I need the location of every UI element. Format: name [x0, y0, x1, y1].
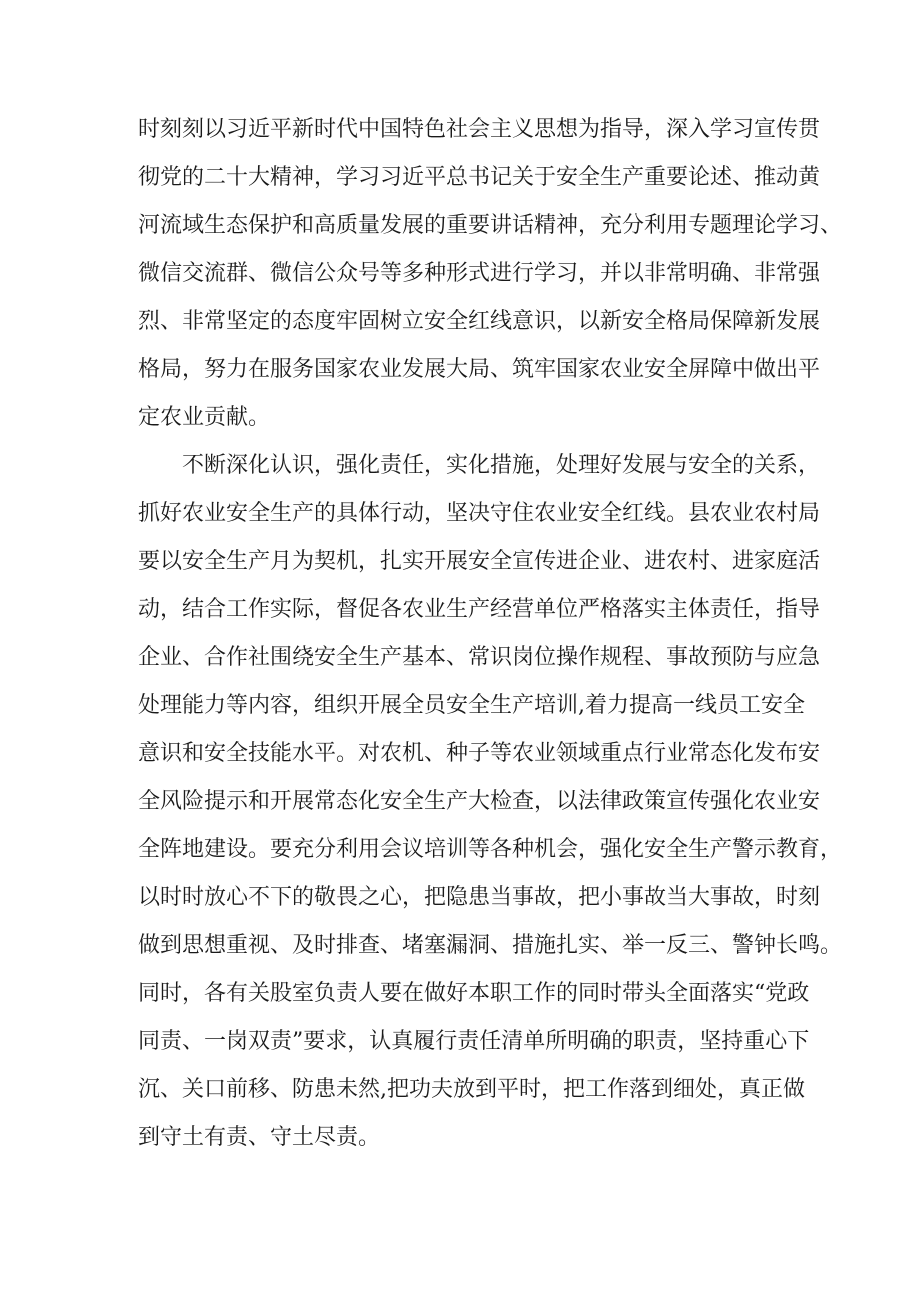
- paragraph-line: 不断深化认识，强化责任，实化措施，处理好发展与安全的关系，: [182, 453, 821, 478]
- paragraph-line: 时刻刻以习近平新时代中国特色社会主义思想为指导，深入学习宣传贯: [138, 117, 821, 142]
- paragraph-line: 格局，努力在服务国家农业发展大局、筑牢国家农业安全屏障中做出平: [138, 357, 821, 382]
- paragraph-line: 彻党的二十大精神，学习习近平总书记关于安全生产重要论述、推动黄: [138, 165, 821, 190]
- paragraph-1: [138, 106, 843, 442]
- paragraph-line: 以时时放心不下的敬畏之心，把隐患当事故，把小事故当大事故，时刻: [138, 885, 821, 910]
- paragraph-line: 企业、合作社围绕安全生产基本、常识岗位操作规程、事故预防与应急: [138, 645, 821, 670]
- paragraph-line: 抓好农业安全生产的具体行动，坚决守住农业安全红线。县农业农村局: [138, 501, 821, 526]
- paragraph-line: 到守土有责、守土尽责。: [138, 1125, 381, 1150]
- paragraph-line: 同责、一岗双责”要求，认真履行责任清单所明确的职责，坚持重心下: [138, 1029, 810, 1054]
- paragraph-line: 要以安全生产月为契机，扎实开展安全宣传进企业、进农村、进家庭活: [138, 549, 821, 574]
- paragraph-line: 动，结合工作实际，督促各农业生产经营单位严格落实主体责任，指导: [138, 597, 821, 622]
- paragraph-line: 全风险提示和开展常态化安全生产大检查，以法律政策宣传强化农业安: [138, 789, 821, 814]
- paragraph-line: 意识和安全技能水平。对农机、种子等农业领域重点行业常态化发布安: [138, 741, 821, 766]
- paragraph-line: 烈、非常坚定的态度牢固树立安全红线意识，以新安全格局保障新发展: [138, 309, 821, 334]
- paragraph-line: 定农业贡献。: [138, 405, 271, 430]
- paragraph-line: 河流域生态保护和高质量发展的重要讲话精神，充分利用专题理论学习、: [138, 213, 843, 238]
- paragraph-line: 处理能力等内容，组织开展全员安全生产培训,着力提高一线员工安全: [138, 693, 805, 718]
- paragraph-line: 同时，各有关股室负责人要在做好本职工作的同时带头全面落实“党政: [138, 981, 810, 1006]
- paragraph-line: 做到思想重视、及时排查、堵塞漏洞、措施扎实、举一反三、警钟长鸣。: [138, 933, 843, 958]
- paragraph-line: 沉、关口前移、防患未然,把功夫放到平时，把工作落到细处，真正做: [138, 1077, 805, 1102]
- paragraph-line: 全阵地建设。要充分利用会议培训等各种机会，强化安全生产警示教育，: [138, 837, 843, 862]
- paragraph-2: [138, 442, 843, 1162]
- paragraph-line: 微信交流群、微信公众号等多种形式进行学习，并以非常明确、非常强: [138, 261, 821, 286]
